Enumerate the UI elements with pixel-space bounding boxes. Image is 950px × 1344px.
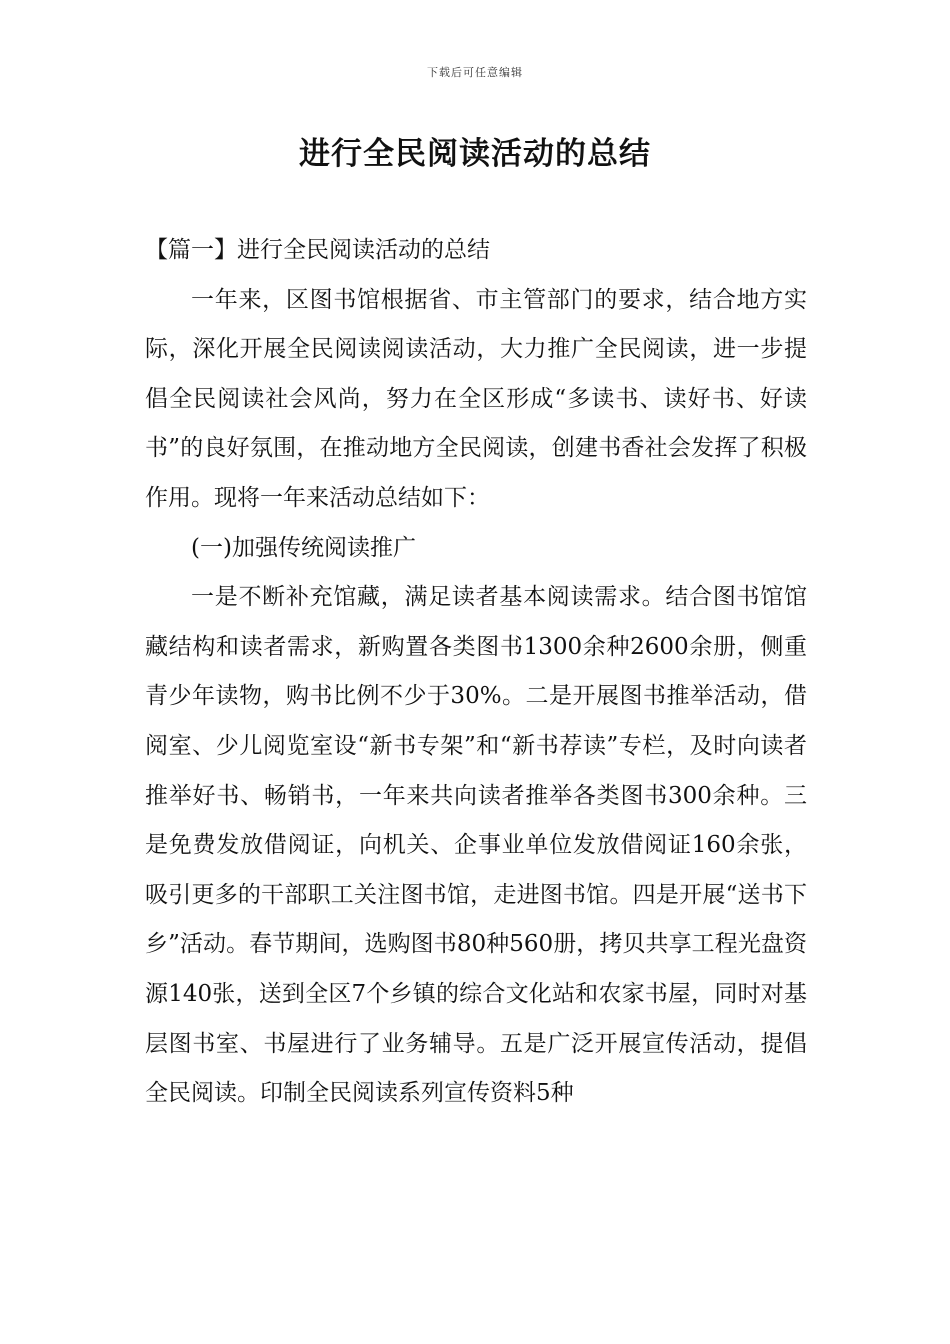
section-heading: 【篇一】进行全民阅读活动的总结 (145, 237, 490, 263)
paragraph-details: 一是不断补充馆藏，满足读者基本阅读需求。结合图书馆馆藏结构和读者需求，新购置各类图书1300余种2600余册，侧重青少年读物，购书比例不少于30%。二是开展图书推举活动，借阅室、少儿阅览室设“新书专架”和“新书荐读”专栏，及时向读者推举好书、畅销书，一年来共向读者推举各类图书300余种。三是免费发放借阅证，向机关、企事业单位发放借阅证160余张，吸引更多的干部职工关注图书馆，走进图书馆。四是开展“送书下乡”活动。春节期间，选购图书80种560册，拷贝共享工程光盘资源140张，送到全区7个乡镇的综合文化站和农家书屋，同时对基层图书室、书屋进行了业务辅导。五是广泛开展宣传活动，提倡全民阅读。印制全民阅读系列宣传资料5种 (145, 584, 807, 1107)
document-body (145, 226, 807, 1119)
subsection-heading: (一)加强传统阅读推广 (191, 534, 416, 561)
header-note: 下载后可任意编辑 (427, 66, 523, 79)
document-title: 进行全民阅读活动的总结 (299, 136, 651, 172)
paragraph-intro: 一年来，区图书馆根据省、市主管部门的要求，结合地方实际，深化开展全民阅读阅读活动，大力推广全民阅读，进一步提倡全民阅读社会风尚，努力在全区形成“多读书、读好书、好读书”的良好氛围，在推动地方全民阅读，创建书香社会发挥了积极作用。现将一年来活动总结如下： (145, 286, 807, 511)
